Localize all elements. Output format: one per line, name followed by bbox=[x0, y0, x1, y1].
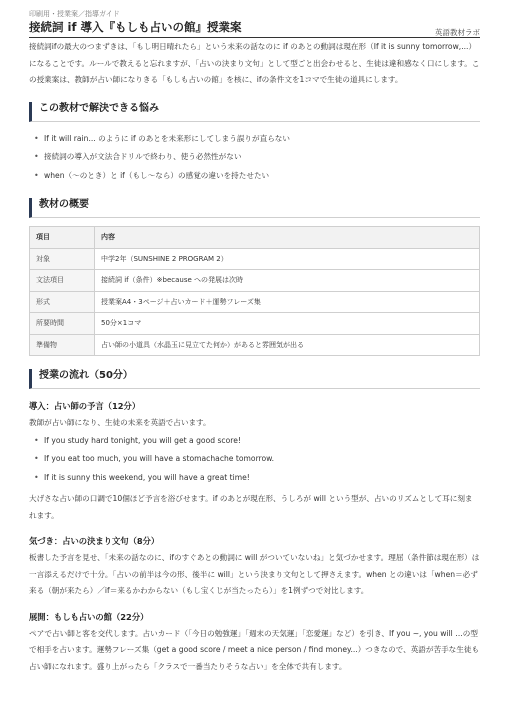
problem-item: • 接続詞の導入が文法合ドリルで終わり、使う必然性がない bbox=[44, 148, 480, 167]
intro-step-title: 導入：占い師の予言（12分） bbox=[29, 401, 141, 411]
table-cell-item: 所要時間 bbox=[30, 313, 95, 335]
table-header-content: 内容 bbox=[95, 227, 480, 249]
problem-item: • If it will rain... のように if のあとを未来形にしてしまう誤りが直らない bbox=[44, 130, 480, 149]
example-sentence: • If you eat too much, you will have a stomachache tomorrow. bbox=[44, 450, 480, 469]
table-row bbox=[30, 291, 480, 313]
table-header-row bbox=[30, 227, 480, 249]
example-sentence: • If it is sunny this weekend, you will have a great time! bbox=[44, 469, 480, 488]
table-cell-content: 授業案A4・3ページ＋占いカード＋運勢フレーズ集 bbox=[95, 291, 480, 313]
intro-paragraph: 接続詞ifの最大のつまずきは、「もし明日晴れたら」という未来の話なのに if のあとの動詞は現在形（If it is sunny tomorrow,...）になることです。ルールで教えると忘れますが、「占いの決まり文句」として型ごと出会わせると、生徒は違和感なく口にします。この授業案は、教師が占い師になりきる「もしも占いの館」を核に、ifの条件文を1コマで生徒の道具にします。 bbox=[29, 42, 480, 84]
development-step-text: ペアで占い師と客を交代します。占いカード（「今日の勉強運」「週末の天気運」「恋愛運」など）を引き、If you ~, you will …の型で相手を占います。運勢フレーズ集（get a good score / meet a nice person / find money...）つきなので、英語が苦手な生徒も占い師になれます。盛り上がったら「クラスで一番当たりそうな占い」を全体で共有します。 bbox=[29, 628, 480, 671]
example-sentences bbox=[29, 432, 480, 488]
problem-item: • when（〜のとき）と if（もし〜なら）の感覚の違いを持たせたい bbox=[44, 167, 480, 186]
notice-step-title: 気づき：占いの決まり文句（8分） bbox=[29, 536, 160, 546]
section-overview-heading: 教材の概要 bbox=[29, 198, 480, 218]
table-cell-content: 接続詞 if（条件）※because への発展は次時 bbox=[95, 270, 480, 292]
table-cell-content: 50分×1コマ bbox=[95, 313, 480, 335]
problems-list bbox=[29, 130, 480, 186]
page-header bbox=[29, 0, 480, 38]
intro-step-followup: 大げさな占い師の口調で10個ほど予言を浴びせます。if のあとが現在形、うしろが will という型が、占いのリズムとして耳に刻まれます。 bbox=[29, 494, 473, 520]
header-rule bbox=[29, 37, 480, 38]
table-row bbox=[30, 334, 480, 356]
table-cell-item: 準備物 bbox=[30, 334, 95, 356]
intro-step-text: 教師が占い師になり、生徒の未来を英語で占います。 bbox=[29, 418, 211, 427]
table-cell-item: 文法項目 bbox=[30, 270, 95, 292]
table-row bbox=[30, 248, 480, 270]
table-header-item: 項目 bbox=[30, 227, 95, 249]
table-cell-content: 占い師の小道具（水晶玉に見立てた何か）があると雰囲気が出る bbox=[95, 334, 480, 356]
overview-table bbox=[29, 226, 480, 356]
section-problems-heading: この教材で解決できる悩み bbox=[29, 102, 480, 122]
development-step-title: 展開：もしも占いの館（22分） bbox=[29, 611, 149, 622]
table-cell-content: 中学2年（SUNSHINE 2 PROGRAM 2） bbox=[95, 248, 480, 270]
table-row bbox=[30, 270, 480, 292]
brand-label: 英語教材ラボ bbox=[435, 28, 480, 37]
table-row bbox=[30, 313, 480, 335]
section-flow-heading: 授業の流れ（50分） bbox=[29, 369, 480, 389]
table-cell-item: 形式 bbox=[30, 291, 95, 313]
table-cell-item: 対象 bbox=[30, 248, 95, 270]
breadcrumb: 印刷用・授業案／指導ガイド bbox=[29, 10, 120, 18]
example-sentence: • If you study hard tonight, you will get a good score! bbox=[44, 432, 480, 451]
page-title: 接続詞 if 導入『もしも占いの館』授業案 bbox=[29, 20, 242, 34]
notice-step-text: 板書した予言を見せ、「未来の話なのに、ifのすぐあとの動詞に will がついていないね」と気づかせます。理屈（条件節は現在形）は一言添えるだけで十分。「占いの前半は今の形、後半に will」という決まり文句として押さえます。when との違いは「when＝必ず来る（朝が来たら）／if＝来るかわからない（もし宝くじが当たったら）」を1例ずつで対比します。 bbox=[29, 553, 480, 595]
